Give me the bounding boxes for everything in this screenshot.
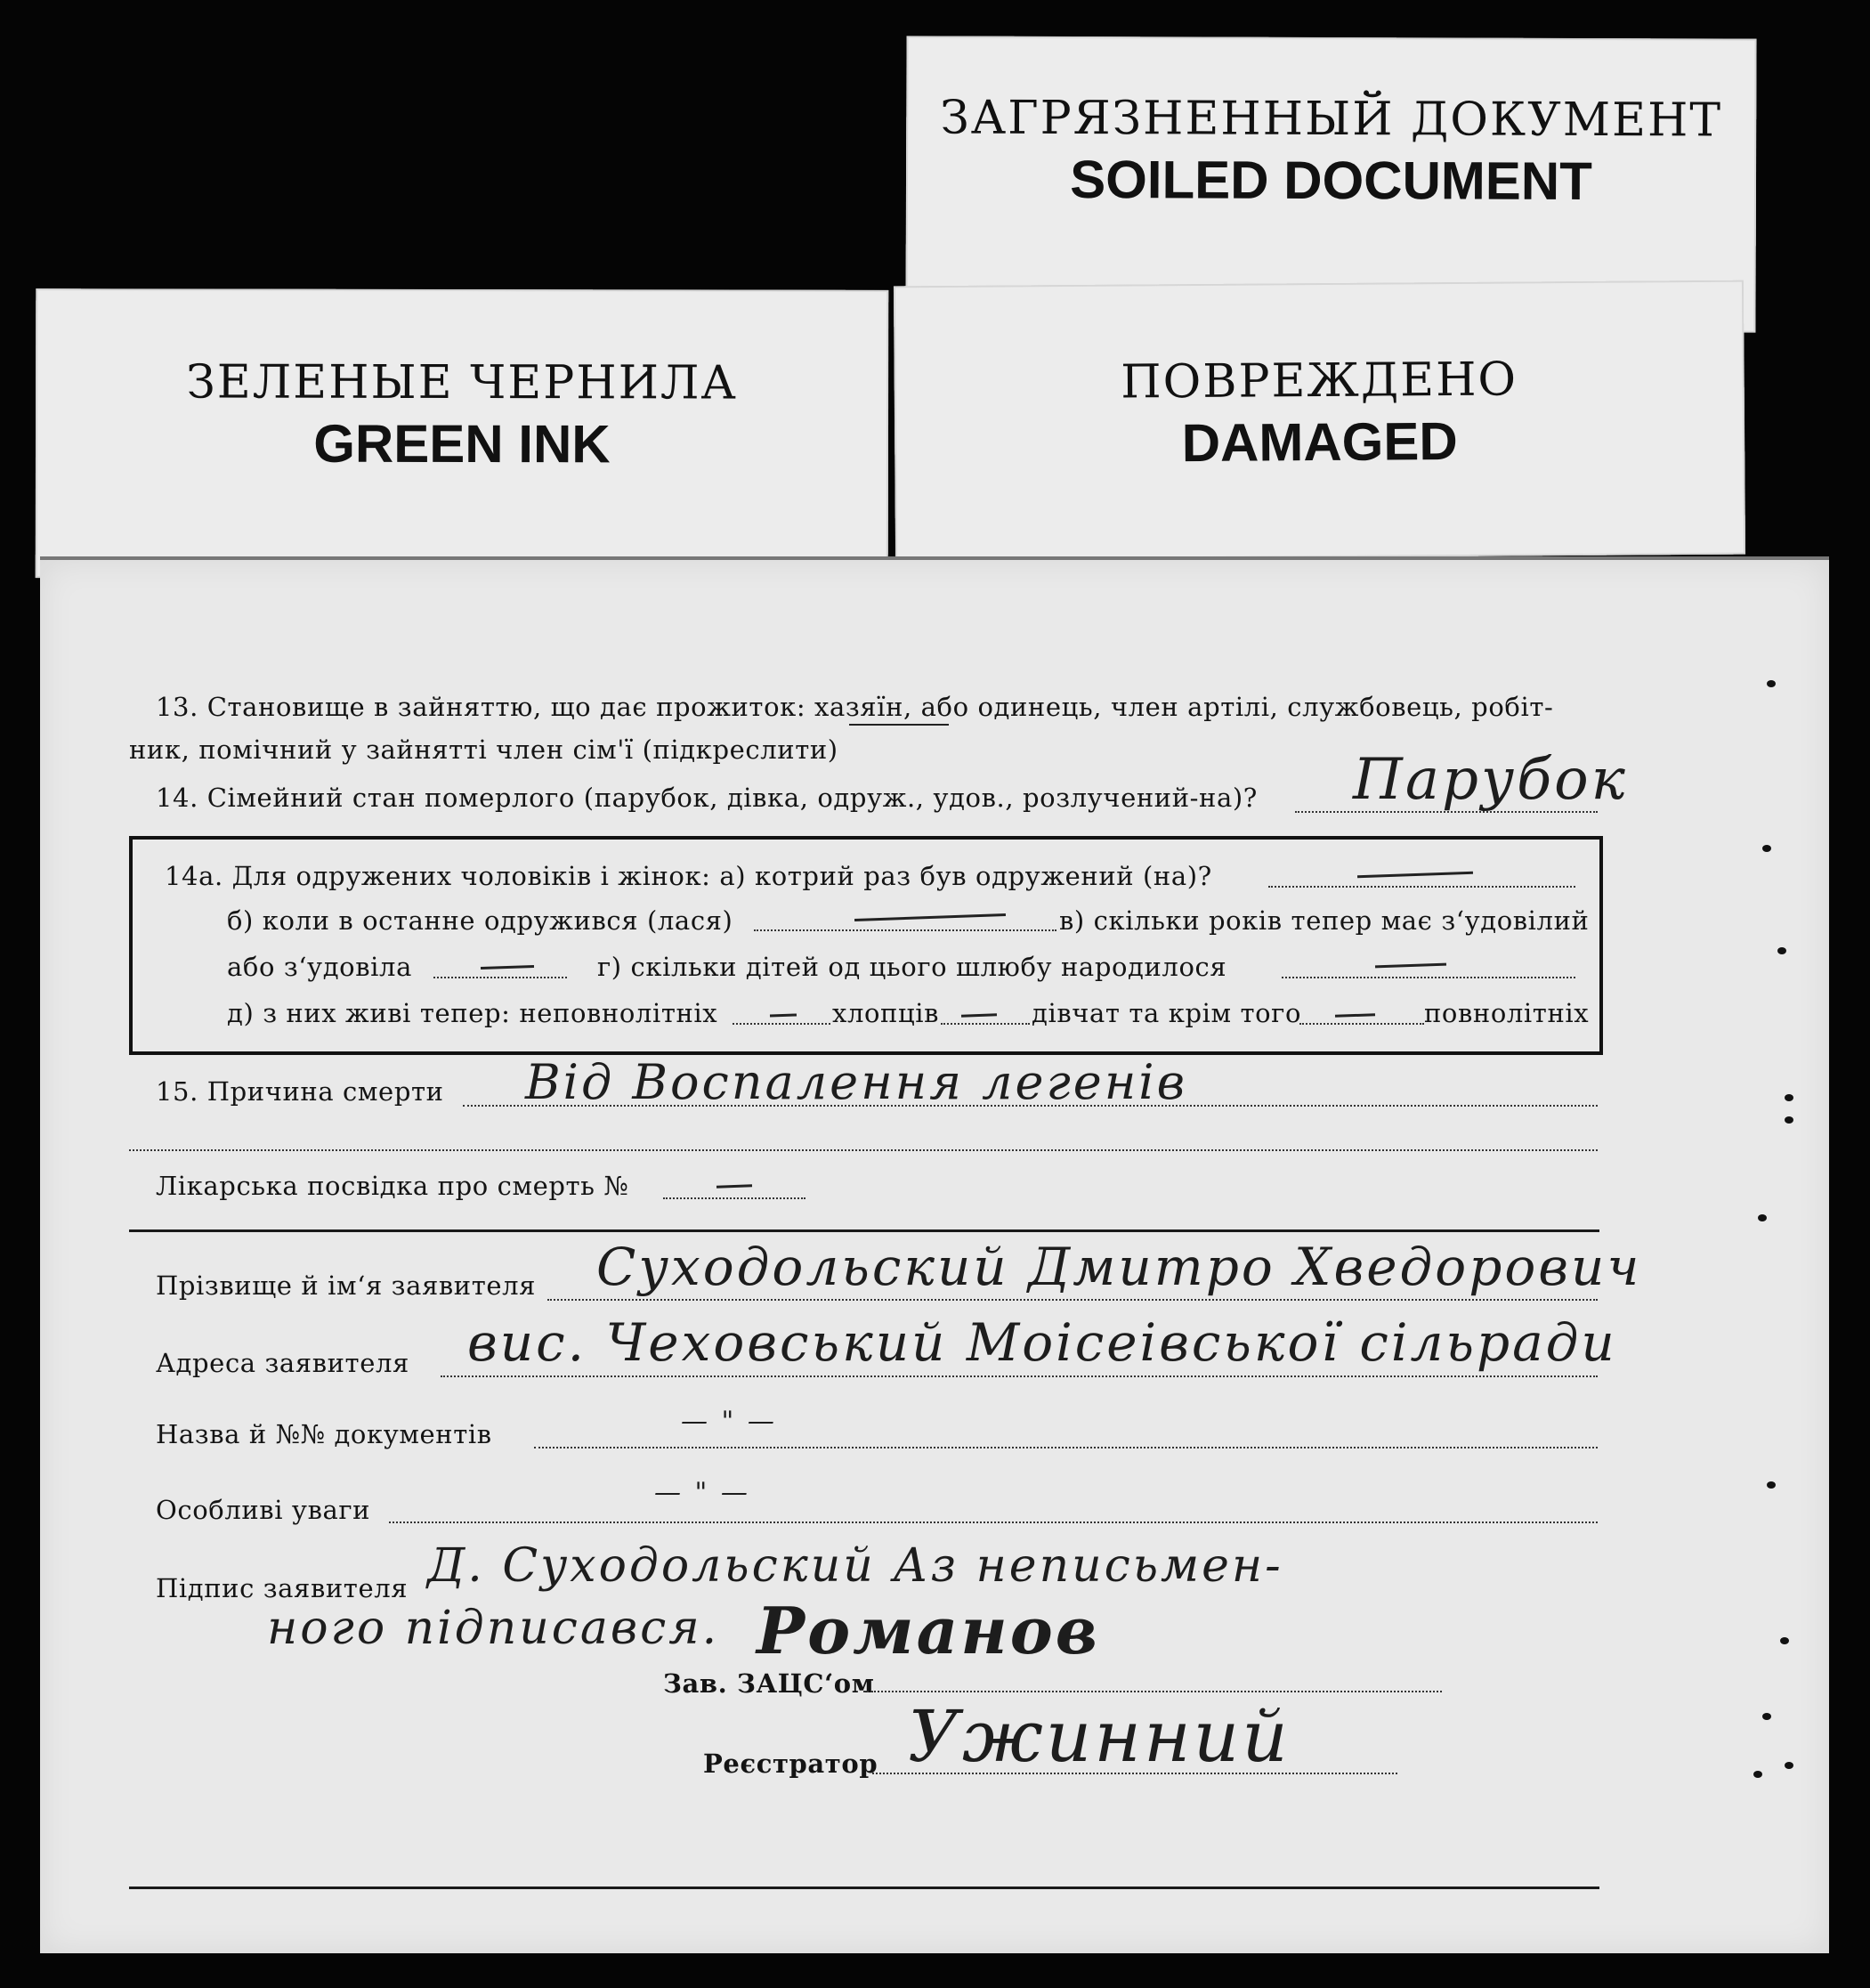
edge-mark bbox=[1762, 845, 1771, 852]
documents-ditto: — " — bbox=[681, 1406, 777, 1437]
medical-cert-dotted bbox=[663, 1197, 805, 1199]
green-ink-label bbox=[36, 288, 889, 580]
edge-mark bbox=[1777, 947, 1786, 954]
q14a-boys-label: хлопців bbox=[832, 998, 940, 1028]
soiled-label-ru: ЗАГРЯЗНЕННЫЙ ДОКУМЕНТ bbox=[940, 91, 1723, 148]
damaged-label-ru: ПОВРЕЖДЕНО bbox=[1121, 353, 1518, 410]
q14a-d-dotted-1 bbox=[733, 1023, 830, 1025]
documents-dotted bbox=[534, 1447, 1598, 1448]
signature-handwriting-2: ного підписався. bbox=[267, 1602, 720, 1655]
edge-mark bbox=[1753, 1771, 1762, 1778]
death-record-form bbox=[40, 556, 1829, 1953]
edge-mark bbox=[1767, 680, 1776, 687]
q14a-line1: 14а. Для одружених чоловіків і жінок: а) котрий раз був одружений (на)? bbox=[165, 861, 1212, 891]
medical-cert-dash bbox=[716, 1184, 752, 1188]
q15-answer: Від Воспалення легенів bbox=[525, 1054, 1188, 1110]
notes-ditto: — " — bbox=[654, 1477, 750, 1508]
signature-label: Підпис заявителя bbox=[156, 1573, 409, 1603]
q15-label: 15. Причина смерти bbox=[156, 1076, 444, 1107]
damaged-label-en: DAMAGED bbox=[1181, 410, 1458, 474]
q13-line1: 13. Становище в зайняттю, що дає прожиток: хазяїн, або одинець, член артілі, службовець, робіт- bbox=[156, 692, 1554, 722]
section-divider-bottom bbox=[129, 1887, 1599, 1889]
edge-mark bbox=[1785, 1762, 1793, 1769]
q14-label: 14. Сімейний стан померлого (парубок, дівка, одруж., удов., розлучений-на)? bbox=[156, 783, 1258, 813]
q14a-d-dotted-3 bbox=[1299, 1023, 1424, 1025]
q14-answer: Парубок bbox=[1353, 747, 1628, 813]
notes-dotted bbox=[389, 1521, 1598, 1523]
q15-dotted-2 bbox=[129, 1149, 1598, 1151]
documents-label: Назва й №№ документів bbox=[156, 1419, 492, 1449]
applicant-address-dotted bbox=[441, 1375, 1598, 1377]
q14a-d-label: д) з них живі тепер: неповнолітніх bbox=[227, 998, 718, 1028]
q14a-g-dotted bbox=[1282, 977, 1575, 978]
q14a-d-dotted-2 bbox=[941, 1023, 1030, 1025]
q14a-adults-label: повнолітніх bbox=[1424, 998, 1590, 1028]
applicant-name-label: Прізвище й ім‘я заявителя bbox=[156, 1270, 537, 1301]
head-dotted bbox=[863, 1691, 1442, 1692]
edge-mark bbox=[1780, 1637, 1789, 1644]
q14a-abo-dotted bbox=[433, 977, 567, 978]
green-ink-label-en: GREEN INK bbox=[313, 413, 611, 475]
witness-signature: Романов bbox=[757, 1593, 1101, 1668]
signature-handwriting-1: Д. Суходольский Аз неписьмен- bbox=[427, 1539, 1283, 1593]
q14a-girls-label: дівчат та крім того bbox=[1032, 998, 1302, 1028]
section-divider-top bbox=[129, 1229, 1599, 1232]
applicant-address-label: Адреса заявителя bbox=[156, 1348, 409, 1378]
applicant-name-dotted bbox=[547, 1299, 1598, 1301]
notes-label: Особливі уваги bbox=[156, 1495, 371, 1525]
edge-mark bbox=[1758, 1214, 1767, 1221]
applicant-name: Суходольский Дмитро Хведорович bbox=[596, 1237, 1642, 1297]
green-ink-label-ru: ЗЕЛЕНЫЕ ЧЕРНИЛА bbox=[186, 355, 738, 410]
applicant-address: вис. Чеховський Моісеівської сільради bbox=[467, 1312, 1617, 1373]
soiled-label-en: SOILED DOCUMENT bbox=[1070, 149, 1592, 212]
q14a-b-dotted bbox=[754, 929, 1056, 931]
edge-mark bbox=[1785, 1116, 1793, 1124]
q14a-a-dotted bbox=[1268, 886, 1575, 888]
q13-line2: ник, помічний у зайнятті член сім'ї (підкреслити) bbox=[129, 734, 838, 765]
q14a-g-label: г) скільки дітей од цього шлюбу народилося bbox=[597, 952, 1227, 982]
q14a-abo-label: або з‘удовіла bbox=[227, 952, 412, 982]
registrar-label: Реєстратор bbox=[703, 1749, 878, 1779]
q14a-v-label: в) скільки років тепер має з‘удовілий bbox=[1059, 905, 1590, 936]
medical-cert-label: Лікарська посвідка про смерть № bbox=[156, 1171, 629, 1201]
edge-mark bbox=[1767, 1481, 1776, 1489]
q14a-b-label: б) коли в останне одружився (лася) bbox=[227, 905, 733, 936]
damaged-label bbox=[894, 280, 1745, 561]
edge-mark bbox=[1785, 1094, 1793, 1101]
q13-underline-owner bbox=[849, 724, 949, 726]
edge-mark bbox=[1762, 1713, 1771, 1720]
head-label: Зав. ЗАЦС‘ом bbox=[663, 1668, 875, 1699]
registrar-signature: Ужинний bbox=[908, 1695, 1291, 1778]
